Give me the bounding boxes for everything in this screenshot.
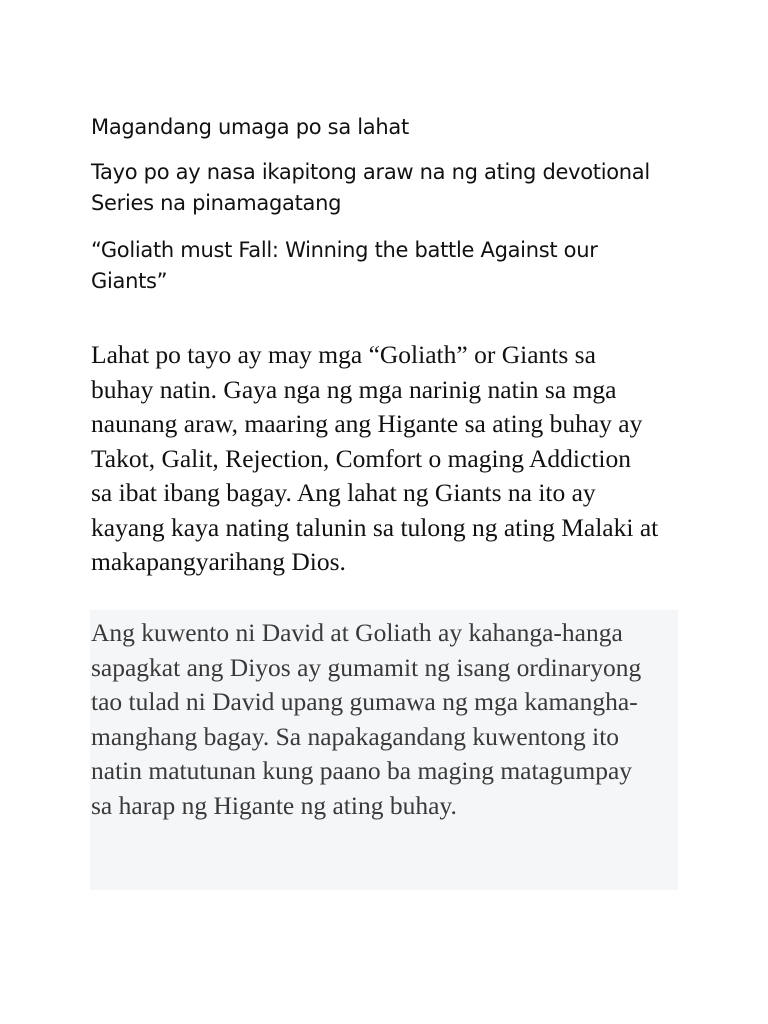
series-title-line: Giants” [91, 269, 168, 293]
paragraph-line: manghang bagay. Sa napakagandang kuwentong ito [91, 721, 620, 751]
paragraph-line: naunang araw, maaring ang Higante sa ating buhay ay [91, 409, 643, 438]
greeting-text: Magandang umaga po sa lahat [91, 115, 409, 139]
paragraph-line: sa ibat ibang bagay. Ang lahat ng Giants na ito ay [91, 478, 596, 507]
body-paragraph-giants [91, 338, 691, 580]
paragraph-line: tao tulad ni David upang gumawa ng mga kamangha- [91, 687, 638, 716]
paragraph-line: Ang kuwento ni David at Goliath ay kahanga-hanga [91, 618, 623, 647]
paragraph-line: sapagkat ang Diyos ay gumamit ng isang ordinaryong [91, 652, 642, 682]
intro-paragraph [91, 157, 711, 219]
paragraph-line: buhay natin. Gaya nga ng mga narinig natin sa mga [91, 374, 617, 404]
intro-line: Series na pinamagatang [91, 191, 342, 215]
paragraph-line: kayang kaya nating talunin sa tulong ng ating Malaki at [91, 512, 659, 542]
paragraph-line: natin matutunan kung paano ba maging matagumpay [91, 756, 633, 785]
series-title [91, 235, 711, 297]
series-title-line: “Goliath must Fall: Winning the battle Against our [91, 238, 598, 262]
paragraph-line: Takot, Galit, Rejection, Comfort o maging Addiction [91, 443, 632, 473]
greeting-line [91, 112, 711, 143]
paragraph-line: Lahat po tayo ay may mga “Goliath” or Giants sa [91, 340, 596, 369]
paragraph-line: sa harap ng Higante ng ating buhay. [91, 790, 457, 820]
body-paragraph-david [91, 616, 671, 823]
intro-line: Tayo po ay nasa ikapitong araw na ng ating devotional [91, 160, 650, 184]
paragraph-line: makapangyarihang Dios. [91, 547, 346, 576]
